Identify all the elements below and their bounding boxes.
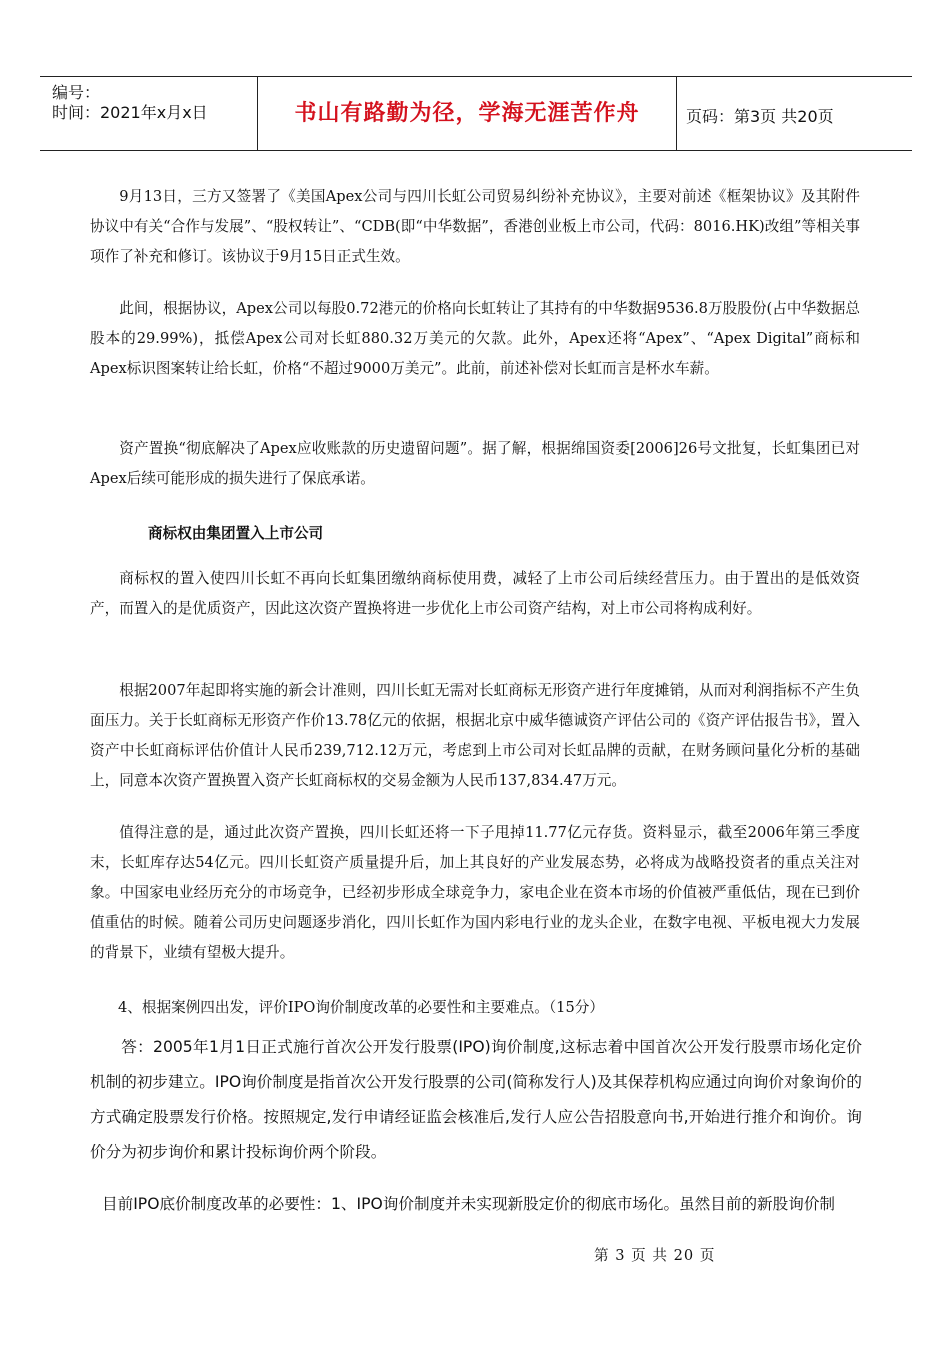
paragraph-supplement-agreement: 9月13日，三方又签署了《美国Apex公司与四川长虹公司贸易纠纷补充协议》，主要对前述《框架协议》及其附件协议中有关“合作与发展”、“股权转让”、“CDB(即“中华数据”，香港创业板上市公司，代码：8016.HK)改组”等相关事项作了补充和修订。该协议于9月15日正式生效。 [90,188,860,265]
header-divider-right [676,76,677,150]
paragraph-inventory: 值得注意的是，通过此次资产置换，四川长虹还将一下子甩掉11.77亿元存货。资料显示，截至2006年第三季度末，长虹库存达54亿元。四川长虹资产质量提升后，加上其良好的产业发展态势，必将成为战略投资者的重点关注对象。中国家电业经历充分的市场竞争，已经初步形成全球竞争力，家电企业在资本市场的价值被严重低估，现在已到价值重估的时候。随着公司历史问题逐步消化，四川长虹作为国内彩电行业的龙头企业，在数字电视、平板电视大力发展的背景下，业绩有望极大提升。 [90,824,860,961]
header-bottom-rule [40,150,912,151]
header-page-label: 页码：第3页 共20页 [686,107,834,126]
paragraph-share-transfer: 此间，根据协议，Apex公司以每股0.72港元的价格向长虹转让了其持有的中华数据9536.8万股股份(占中华数据总股本的29.99%)，抵偿Apex公司对长虹880.32万美元的欠款。此外，Apex还将“Apex”、“Apex Digital”商标和Apex标识图案转让给长虹，价格“不超过9000万美元”。此前，前述补偿对长虹而言是杯水车薪。 [90,300,860,377]
paragraph-trademark-injection: 商标权的置入使四川长虹不再向长虹集团缴纳商标使用费，减轻了上市公司后续经营压力。由于置出的是低效资产，而置入的是优质资产，因此这次资产置换将进一步优化上市公司资产结构，对上市公司将构成利好。 [90,570,860,617]
answer-paragraph: 答：2005年1月1日正式施行首次公开发行股票(IPO)询价制度,这标志着中国首次公开发行股票市场化定价机制的初步建立。IPO询价制度是指首次公开发行股票的公司(简称发行人)及其保荐机构应通过向询价对象询价的方式确定股票发行价格。按照规定,发行申请经证监会核准后,发行人应公告招股意向书,开始进行推介和询价。询价分为初步询价和累计投标询价两个阶段。 [90,1038,862,1161]
paragraph-accounting-standard: 根据2007年起即将实施的新会计准则，四川长虹无需对长虹商标无形资产进行年度摊销，从而对利润指标不产生负面压力。关于长虹商标无形资产作价13.78亿元的依据，根据北京中威华德诚资产评估公司的《资产评估报告书》，置入资产中长虹商标评估价值计人民币239,712.12万元，考虑到上市公司对长虹品牌的贡献，在财务顾问量化分析的基础上，同意本次资产置换置入资产长虹商标权的交易金额为人民币137,834.47万元。 [90,682,860,789]
section-heading-trademark: 商标权由集团置入上市公司 [148,525,324,542]
document-number-label: 编号： [52,83,101,102]
header-motto: 书山有路勤为径，学海无涯苦作舟 [294,101,640,126]
document-time-label: 时间：2021年x月x日 [52,103,208,122]
paragraph-asset-swap: 资产置换“彻底解决了Apex应收账款的历史遗留问题”。据了解，根据绵国资委[2006]26号文批复，长虹集团已对Apex后续可能形成的损失进行了保底承诺。 [90,440,860,487]
answer-necessity-line: 目前IPO底价制度改革的必要性：1、IPO询价制度并未实现新股定价的彻底市场化。虽然目前的新股询价制 [102,1195,836,1213]
header-top-rule [40,76,912,77]
question-4: 4、根据案例四出发，评价IPO询价制度改革的必要性和主要难点。（15分） [118,999,604,1016]
footer-page-number: 第 3 页 共 20 页 [594,1247,716,1264]
